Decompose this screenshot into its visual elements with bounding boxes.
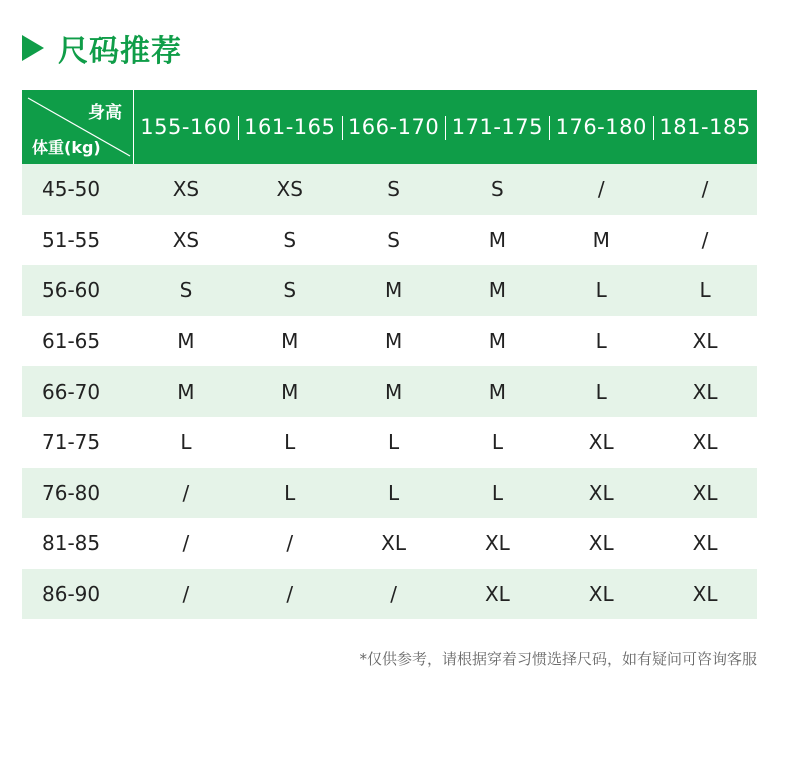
size-cell: M: [488, 278, 507, 303]
size-cell: M: [281, 329, 299, 354]
size-cell: L: [180, 430, 192, 455]
size-cell: XL: [692, 329, 718, 354]
table-row: [22, 518, 757, 569]
table-row: [22, 468, 757, 519]
disclaimer-note: *仅供参考，请根据穿着习惯选择尺码，如有疑问可咨询客服: [359, 650, 757, 668]
size-cell: XL: [588, 531, 614, 556]
size-cell: S: [387, 227, 400, 252]
size-cell: /: [701, 177, 709, 202]
size-cell: M: [177, 329, 195, 354]
size-cell: XL: [484, 531, 510, 556]
table-row: [22, 265, 757, 316]
size-cell: /: [597, 177, 605, 202]
size-cell: /: [182, 582, 190, 607]
size-cell: XL: [692, 430, 718, 455]
height-header-cell: 181-185: [653, 90, 757, 164]
size-cell: /: [286, 531, 294, 556]
size-cell: M: [384, 329, 403, 354]
table-row: [22, 569, 757, 620]
size-cell: M: [488, 227, 507, 252]
size-cell: L: [595, 329, 607, 354]
table-row: [22, 417, 757, 468]
height-header-cell: 171-175: [445, 90, 549, 164]
size-chart-table: [22, 90, 757, 619]
size-cell: M: [384, 379, 403, 404]
size-cell: /: [286, 582, 294, 607]
play-triangle-icon: [22, 35, 44, 61]
height-header-cell: 176-180: [549, 90, 653, 164]
weight-cell: 86-90: [42, 582, 101, 607]
size-cell: M: [488, 329, 507, 354]
size-cell: M: [384, 278, 403, 303]
size-cell: XL: [381, 531, 406, 556]
size-cell: M: [592, 227, 610, 252]
weight-cell: 61-65: [42, 329, 101, 354]
weight-cell: 45-50: [42, 177, 101, 202]
height-axis-label: 身高: [88, 103, 122, 123]
size-cell: S: [387, 177, 400, 202]
size-cell: L: [595, 278, 607, 303]
size-cell: XL: [692, 480, 718, 505]
size-cell: XL: [692, 582, 718, 607]
size-cell: XS: [172, 177, 200, 202]
size-cell: S: [283, 278, 297, 303]
size-cell: L: [284, 480, 296, 505]
size-cell: S: [491, 177, 504, 202]
table-row: [22, 164, 757, 215]
weight-cell: 81-85: [42, 531, 101, 556]
size-cell: M: [177, 379, 195, 404]
size-cell: /: [182, 480, 190, 505]
size-cell: XL: [588, 480, 614, 505]
size-cell: L: [491, 480, 503, 505]
size-cell: S: [283, 227, 297, 252]
size-cell: L: [491, 430, 503, 455]
size-cell: XL: [588, 430, 614, 455]
weight-cell: 71-75: [42, 430, 101, 455]
page-title: 尺码推荐: [58, 34, 182, 69]
height-header-cell: 161-165: [238, 90, 342, 164]
size-cell: L: [284, 430, 296, 455]
table-row: [22, 366, 757, 417]
section-title: [22, 28, 182, 68]
table-header-row: [22, 90, 757, 164]
size-cell: S: [179, 278, 193, 303]
size-cell: /: [390, 582, 397, 607]
table-corner-cell: [22, 90, 134, 164]
size-cell: /: [182, 531, 190, 556]
size-cell: XL: [692, 379, 718, 404]
table-row: [22, 215, 757, 266]
size-cell: XL: [484, 582, 510, 607]
weight-axis-label: 体重(kg): [32, 138, 101, 157]
size-cell: M: [281, 379, 299, 404]
height-header-cell: 155-160: [140, 115, 232, 139]
size-cell: XS: [276, 177, 303, 202]
size-cell: XL: [692, 531, 718, 556]
weight-cell: 56-60: [42, 278, 101, 303]
weight-cell: 51-55: [42, 227, 101, 252]
weight-cell: 76-80: [42, 480, 101, 505]
size-cell: XS: [172, 227, 200, 252]
weight-cell: 66-70: [42, 379, 101, 404]
size-cell: /: [701, 227, 709, 252]
size-cell: M: [488, 379, 507, 404]
size-cell: L: [387, 480, 400, 505]
height-header-cell: 166-170: [342, 90, 446, 164]
size-cell: L: [699, 278, 711, 303]
size-cell: XL: [588, 582, 614, 607]
size-cell: L: [595, 379, 607, 404]
size-cell: L: [387, 430, 400, 455]
table-row: [22, 316, 757, 367]
